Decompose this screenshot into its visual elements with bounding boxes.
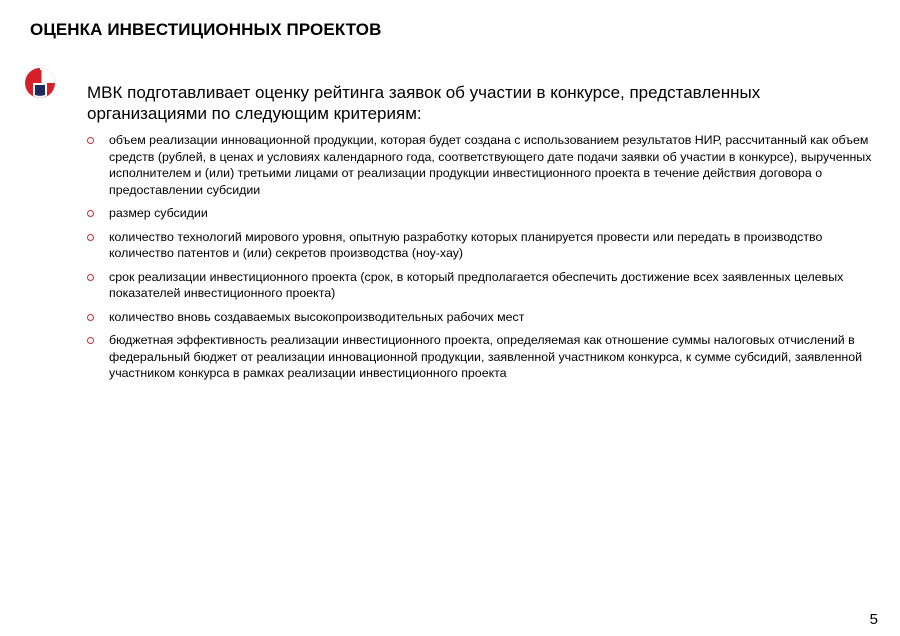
criteria-item-text: количество технологий мирового уровня, опытную разработку которых планируется провести или передать в производство количество патентов и (или) секретов производства (ноу-хау) (109, 229, 823, 260)
bullet-icon (87, 210, 94, 217)
intro-text: МВК подготавливает оценку рейтинга заявок об участии в конкурсе, представленных организациями по следующим критериям: (87, 83, 761, 123)
criteria-item (87, 205, 877, 222)
criteria-item-text: количество вновь создаваемых высокопроизводительных рабочих мест (109, 309, 525, 324)
criteria-item-text: срок реализации инвестиционного проекта (срок, в который предполагается обеспечить достижение всех заявленных целевых показателей инвестиционного проекта) (109, 269, 844, 300)
criteria-item-text: бюджетная эффективность реализации инвестиционного проекта, определяемая как отношение суммы налоговых отчислений в федеральный бюджет от реализации инновационной продукции, заявленной участником конкурса, к сумме субсидий, заявленной участником конкурса в рамках реализации инвестиционного проекта (109, 333, 863, 380)
criteria-item (87, 269, 877, 302)
bullet-icon (87, 234, 94, 241)
page-number: 5 (869, 611, 878, 628)
criteria-item-text: объем реализации инновационной продукции, которая будет создана с использованием результатов НИР, рассчитанный как объем средств (рублей, в ценах и условиях календарного года, соответствующего дате подачи заявки об участии в конкурсе), вырученных исполнителем и (или) третьими лицами от реализации продукции инвестиционного проекта в течение действия договора о предоставлении субсидии (109, 133, 872, 197)
slide-title: ОЦЕНКА ИНВЕСТИЦИОННЫХ ПРОЕКТОВ (30, 20, 382, 39)
criteria-item (87, 332, 877, 382)
bullet-icon (87, 137, 94, 144)
criteria-item (87, 309, 877, 326)
bullet-icon (87, 337, 94, 344)
criteria-list (87, 132, 877, 389)
bullet-icon (87, 314, 94, 321)
criteria-item-text: размер субсидии (109, 206, 208, 220)
logo-icon (24, 67, 56, 99)
criteria-item (87, 229, 877, 262)
criteria-item (87, 132, 877, 198)
bullet-icon (87, 274, 94, 281)
